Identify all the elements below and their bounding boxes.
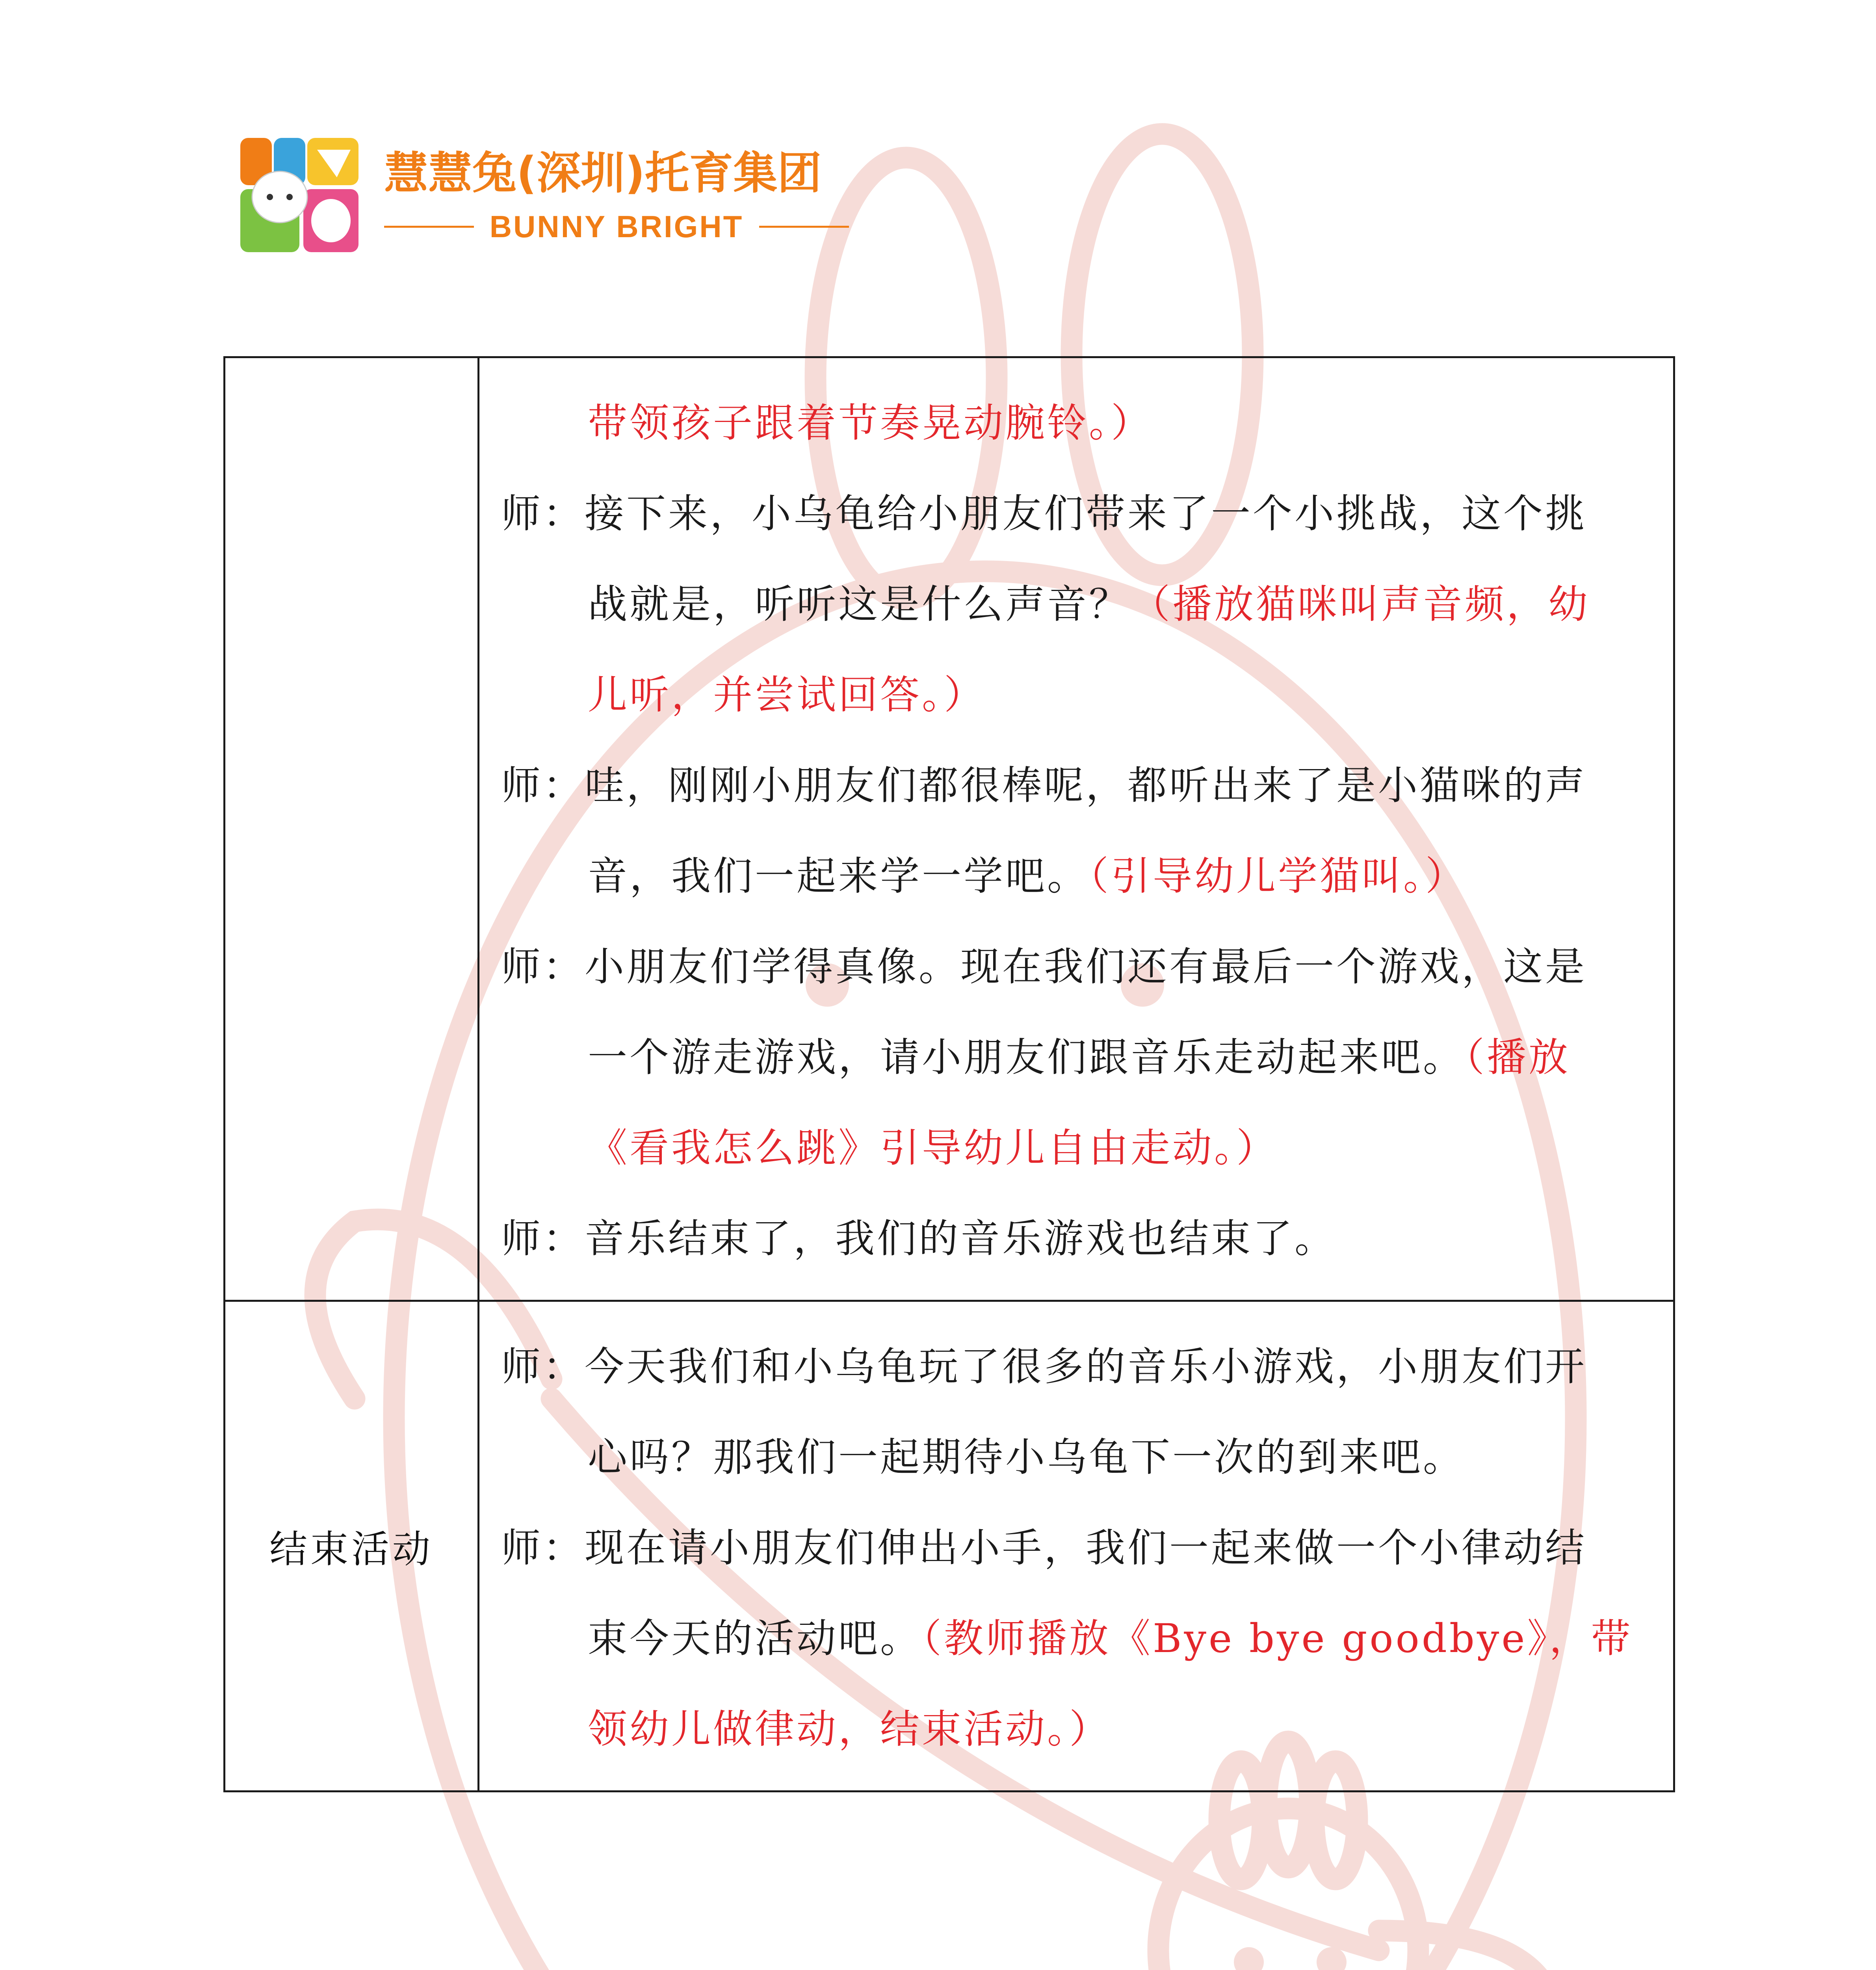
dialogue-text: 哇，刚刚小朋友们都很棒呢，都听出来了是小猫咪的声 xyxy=(585,762,1587,808)
dialogue-text: 一个游走游戏，请小朋友们跟音乐走动起来吧。 xyxy=(588,1034,1465,1080)
stage-direction-note: 儿听，并尝试回答。） xyxy=(588,672,986,718)
content-lines xyxy=(479,358,1673,1300)
stage-direction-note: （播放猫咪叫声音频，幼 xyxy=(1131,581,1590,627)
bunny-bright-logo-icon xyxy=(236,134,370,260)
content-line xyxy=(501,922,1657,1012)
stage-direction-note: （引导幼儿学猫叫。） xyxy=(1089,853,1467,899)
content-line xyxy=(501,1412,1657,1503)
stage-direction-note: （播放 xyxy=(1465,1034,1570,1080)
brand-subtitle-text: BUNNY BRIGHT xyxy=(489,209,744,244)
speaker-prefix: 师： xyxy=(501,762,585,808)
dialogue-text: 战就是，听听这是什么声音？ xyxy=(588,581,1131,627)
speaker-prefix: 师： xyxy=(501,1525,585,1571)
speaker-prefix: 师： xyxy=(501,1344,585,1390)
stage-direction-note: 带领孩子跟着节奏晃动腕铃。） xyxy=(588,400,1153,446)
content-line xyxy=(501,1321,1657,1412)
dialogue-text: 音乐结束了，我们的音乐游戏也结束了。 xyxy=(585,1215,1336,1262)
stage-label: 结束活动 xyxy=(269,1527,433,1571)
table-row xyxy=(225,357,1674,1301)
dialogue-text: 音，我们一起来学一学吧。 xyxy=(588,853,1089,899)
content-line xyxy=(501,1193,1657,1284)
content-line xyxy=(501,468,1657,559)
stage-direction-note: 领幼儿做律动，结束活动。） xyxy=(588,1706,1111,1752)
dialogue-text: 现在请小朋友们伸出小手，我们一起来做一个小律动结 xyxy=(585,1525,1587,1571)
content-line xyxy=(501,378,1657,468)
lesson-plan-table xyxy=(223,356,1675,1792)
divider xyxy=(759,226,849,228)
content-line xyxy=(501,1012,1657,1103)
content-line xyxy=(501,1684,1657,1775)
content-line xyxy=(501,1503,1657,1593)
dialogue-text: 束今天的活动吧。 xyxy=(588,1615,922,1661)
brand-title: 慧慧兔(深圳)托育集团 xyxy=(384,148,822,199)
stage-direction-note: 《看我怎么跳》引导幼儿自由走动。） xyxy=(588,1125,1278,1171)
content-line xyxy=(501,650,1657,740)
content-line xyxy=(501,740,1657,831)
divider xyxy=(384,226,474,228)
brand-subtitle xyxy=(384,209,849,245)
content-line xyxy=(501,831,1657,922)
dialogue-text: 心吗？那我们一起期待小乌龟下一次的到来吧。 xyxy=(588,1434,1465,1480)
dialogue-text: 小朋友们学得真像。现在我们还有最后一个游戏，这是 xyxy=(585,944,1587,990)
content-line xyxy=(501,1103,1657,1193)
table-row xyxy=(225,1301,1674,1792)
dialogue-text: 接下来，小乌龟给小朋友们带来了一个小挑战，这个挑 xyxy=(585,491,1587,537)
speaker-prefix: 师： xyxy=(501,1215,585,1262)
content-cell xyxy=(479,1301,1674,1792)
dialogue-text: 今天我们和小乌龟玩了很多的音乐小游戏，小朋友们开 xyxy=(585,1344,1587,1390)
stage-direction-note: （教师播放《Bye bye goodbye》，带 xyxy=(922,1615,1633,1661)
content-line xyxy=(501,1593,1657,1684)
content-lines xyxy=(479,1302,1673,1790)
speaker-prefix: 师： xyxy=(501,944,585,990)
content-line xyxy=(501,559,1657,650)
stage-cell xyxy=(225,1301,479,1792)
content-cell xyxy=(479,357,1674,1301)
stage-cell xyxy=(225,357,479,1301)
speaker-prefix: 师： xyxy=(501,491,585,537)
